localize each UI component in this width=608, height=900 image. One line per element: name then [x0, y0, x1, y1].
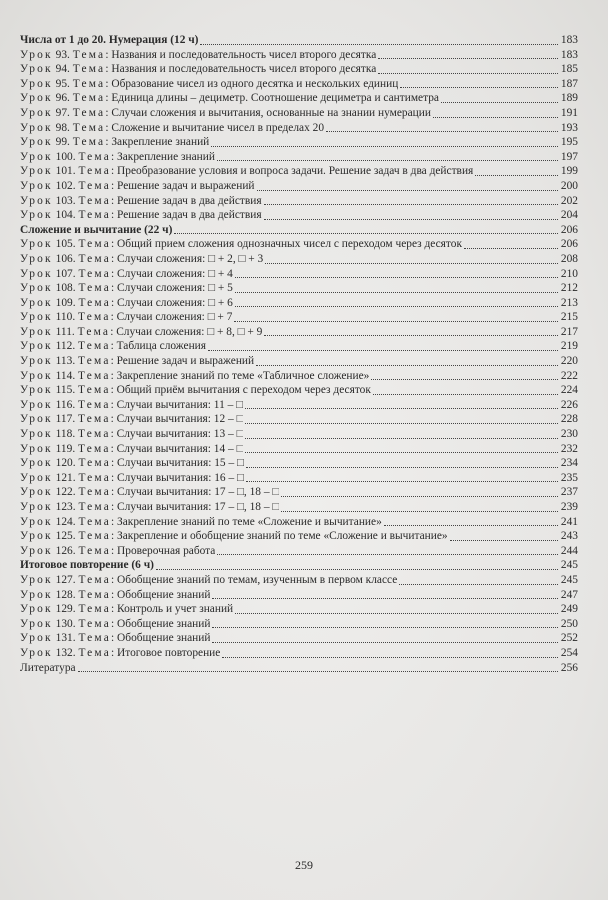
lesson-topic: Решение задач в два действия [117, 209, 262, 222]
dot-leader [235, 292, 558, 293]
toc-page-number: 212 [560, 282, 578, 295]
lesson-word: Урок [20, 267, 53, 280]
lesson-word: Урок [20, 471, 53, 484]
lesson-number: 126 [55, 544, 73, 557]
lesson-number: 128 [55, 588, 73, 601]
toc-lesson-entry: Урок 126. Тема: Проверочная работа 244 [20, 544, 578, 557]
lesson-number: 106 [55, 252, 73, 265]
toc-page-number: 226 [560, 398, 578, 411]
dot-leader [264, 219, 558, 220]
lesson-word: Урок [20, 501, 53, 513]
toc-lesson-entry: Урок 115. Тема: Общий приём вычитания с переходом через десяток 224 [20, 384, 578, 397]
lesson-topic: Случаи вычитания: 13 – □ [116, 428, 244, 441]
dot-leader [245, 423, 558, 424]
lesson-word: Урок [20, 77, 53, 90]
dot-leader [373, 394, 558, 395]
toc-lesson-entry: Урок 119. Тема: Случаи вычитания: 14 – □ 232 [20, 442, 578, 455]
lesson-topic: Проверочная работа [117, 544, 216, 557]
lesson-number: 130 [55, 617, 73, 630]
lesson-topic: Случаи сложения: □ + 4 [117, 267, 233, 280]
lesson-word: Урок [20, 194, 53, 207]
lesson-topic: Единица длины – дециметр. Соотношение дециметра и сантиметра [111, 92, 439, 105]
lesson-word: Урок [20, 63, 53, 76]
topic-word: Тема [78, 340, 111, 353]
lesson-topic: Закрепление знаний по теме «Табличное сложение» [116, 369, 370, 382]
lesson-number: 98 [55, 121, 68, 134]
topic-word: Тема [72, 106, 106, 119]
toc-lesson-entry: Урок 99. Тема: Закрепление знаний 195 [20, 136, 578, 149]
dot-leader [217, 160, 558, 161]
dot-leader [450, 540, 558, 541]
lesson-word: Урок [20, 121, 53, 134]
toc-lesson-entry: Урок 95. Тема: Образование чисел из одного десятка и нескольких единиц 187 [20, 77, 578, 90]
lesson-topic: Таблица сложения [116, 340, 207, 353]
dot-leader [399, 584, 558, 585]
toc-page-number: 206 [560, 238, 578, 251]
dot-leader [174, 233, 558, 234]
topic-word: Тема [72, 48, 106, 61]
toc-lesson-entry: Урок 98. Тема: Сложение и вычитание чисел в пределах 20 193 [20, 121, 578, 134]
toc-lesson-entry: Урок 132. Тема: Итоговое повторение 254 [20, 646, 578, 659]
lesson-word: Урок [20, 588, 53, 601]
dot-leader [156, 569, 558, 570]
dot-leader [200, 44, 558, 45]
toc-page-number: 208 [560, 252, 578, 265]
toc-page-number: 252 [560, 632, 578, 645]
lesson-topic: Закрепление знаний по теме «Сложение и вычитание» [117, 515, 382, 528]
toc-lesson-entry: Урок 96. Тема: Единица длины – дециметр. Соотношение дециметра и сантиметра 189 [20, 92, 578, 105]
toc-page-number: 224 [560, 384, 578, 397]
lesson-word: Урок [20, 530, 53, 543]
dot-leader [211, 146, 558, 147]
lesson-topic: Обобщение знаний [117, 588, 211, 601]
toc-lesson-entry: Урок 109. Тема: Случаи сложения: □ + 6 213 [20, 296, 578, 309]
lesson-number: 118 [55, 428, 73, 441]
lesson-number: 110 [55, 311, 73, 324]
topic-word: Тема [78, 413, 111, 426]
dot-leader [400, 87, 558, 88]
toc-lesson-entry: Урок 105. Тема: Общий прием сложения однозначных чисел с переходом через десяток 206 [20, 238, 578, 251]
topic-word: Тема [72, 77, 106, 90]
topic-word: Тема [78, 573, 112, 586]
topic-word: Тема [78, 252, 112, 265]
dot-leader [378, 73, 558, 74]
dot-leader [217, 554, 558, 555]
toc-lesson-entry: Урок 127. Тема: Обобщение знаний по темам, изученным в первом классе 245 [20, 573, 578, 586]
toc-page-number: 202 [560, 194, 578, 207]
toc-lesson-entry: Урок 116. Тема: Случаи вычитания: 11 – □ 226 [20, 398, 578, 411]
toc-lesson-entry: Урок 128. Тема: Обобщение знаний 247 [20, 588, 578, 601]
lesson-topic: Случаи сложения: □ + 7 [116, 311, 233, 324]
toc-page-number: 222 [560, 369, 578, 382]
lesson-word: Урок [20, 398, 53, 411]
lesson-topic: Закрепление и обобщение знаний по теме «Сложение и вычитание» [117, 530, 448, 543]
toc-lesson-entry: Урок 107. Тема: Случаи сложения: □ + 4 210 [20, 267, 578, 280]
lesson-topic: Случаи вычитания: 17 – □, 18 – □ [117, 501, 280, 513]
lesson-topic: Случаи вычитания: 11 – □ [116, 398, 244, 411]
toc-section-heading: Сложение и вычитание (22 ч) 206 [20, 223, 578, 236]
toc-lesson-entry: Урок 104. Тема: Решение задач в два действия 204 [20, 209, 578, 222]
toc-page-number: 234 [560, 457, 578, 470]
toc-page-number: 215 [560, 311, 578, 324]
topic-word: Тема [72, 63, 106, 76]
lesson-number: 103 [55, 194, 73, 207]
lesson-word: Урок [20, 632, 53, 645]
dot-leader [235, 277, 558, 278]
topic-word: Тема [78, 398, 111, 411]
toc-page-number: 239 [560, 501, 578, 513]
topic-word: Тема [72, 92, 106, 105]
lesson-topic: Контроль и учет знаний [117, 603, 234, 616]
toc-lesson-entry: Урок 118. Тема: Случаи вычитания: 13 – □ 230 [20, 428, 578, 441]
dot-leader [208, 350, 558, 351]
toc-page-number: 217 [560, 325, 578, 338]
lesson-number: 95 [55, 77, 68, 90]
lesson-word: Урок [20, 179, 53, 192]
toc-page-number: 197 [560, 150, 578, 163]
lesson-topic: Названия и последовательность чисел второго десятка [111, 63, 377, 76]
toc-lesson-entry: Урок 111. Тема: Случаи сложения: □ + 8, □ + 9 217 [20, 325, 578, 338]
lesson-topic: Сложение и вычитание чисел в пределах 20 [111, 121, 325, 134]
lesson-number: 127 [55, 573, 73, 586]
lesson-topic: Образование чисел из одного десятка и нескольких единиц [111, 77, 399, 90]
toc-lesson-entry: Урок 100. Тема: Закрепление знаний 197 [20, 150, 578, 163]
lesson-word: Урок [20, 573, 53, 586]
dot-leader [441, 102, 558, 103]
toc-lesson-entry: Урок 106. Тема: Случаи сложения: □ + 2, □ + 3 208 [20, 252, 578, 265]
toc-lesson-entry: Урок 120. Тема: Случаи вычитания: 15 – □ 234 [20, 457, 578, 470]
lesson-word: Урок [20, 325, 53, 338]
topic-word: Тема [78, 209, 112, 222]
lesson-word: Урок [20, 413, 53, 426]
lesson-topic: Случаи сложения: □ + 5 [117, 282, 233, 295]
toc-bibliography-entry: Литература 256 [20, 661, 578, 674]
topic-word: Тема [78, 311, 111, 324]
lesson-topic: Случаи вычитания: 15 – □ [117, 457, 244, 470]
toc-lesson-entry: Урок 122. Тема: Случаи вычитания: 17 – □, 18 – □ 237 [20, 486, 578, 499]
topic-word: Тема [78, 296, 112, 309]
toc-page-number: 187 [560, 77, 578, 90]
lesson-number: 131 [55, 632, 73, 645]
lesson-number: 102 [55, 179, 73, 192]
lesson-word: Урок [20, 428, 53, 441]
toc-page-number: 183 [560, 48, 578, 61]
dot-leader [212, 627, 558, 628]
toc-lesson-entry: Урок 94. Тема: Названия и последовательность чисел второго десятка 185 [20, 63, 578, 76]
topic-word: Тема [78, 194, 112, 207]
lesson-number: 125 [55, 530, 73, 543]
lesson-word: Урок [20, 355, 53, 368]
lesson-word: Урок [20, 369, 53, 382]
dot-leader [246, 467, 558, 468]
topic-word: Тема [78, 486, 112, 499]
lesson-word: Урок [20, 106, 53, 119]
topic-word: Тема [78, 282, 112, 295]
lesson-topic: Решение задач и выражений [117, 179, 255, 192]
dot-leader [246, 481, 558, 482]
topic-word: Тема [78, 530, 112, 543]
page-number: 259 [295, 858, 313, 872]
toc-page-number: 210 [560, 267, 578, 280]
dot-leader [384, 525, 558, 526]
lesson-word: Урок [20, 252, 53, 265]
dot-leader [245, 452, 558, 453]
lesson-topic: Случаи вычитания: 14 – □ [116, 442, 244, 455]
toc-page-number: 185 [560, 63, 578, 76]
toc-page-number: 243 [560, 530, 578, 543]
toc-lesson-entry: Урок 97. Тема: Случаи сложения и вычитания, основанные на знании нумерации 191 [20, 106, 578, 119]
lesson-word: Урок [20, 457, 53, 470]
toc-lesson-entry: Урок 103. Тема: Решение задач в два действия 202 [20, 194, 578, 207]
lesson-number: 123 [55, 501, 73, 513]
lesson-word: Урок [20, 603, 53, 616]
lesson-number: 114 [55, 369, 73, 382]
toc-page-number: 237 [560, 486, 578, 499]
lesson-number: 116 [55, 398, 73, 411]
topic-word: Тема [78, 369, 111, 382]
dot-leader [256, 365, 558, 366]
toc-section-heading: Числа от 1 до 20. Нумерация (12 ч) 183 [20, 34, 578, 46]
toc-page-number: 230 [560, 428, 578, 441]
lesson-topic: Случаи сложения: □ + 2, □ + 3 [117, 252, 264, 265]
topic-word: Тема [78, 471, 112, 484]
lesson-word: Урок [20, 296, 53, 309]
topic-word: Тема [78, 150, 112, 163]
toc-lesson-entry: Урок 110. Тема: Случаи сложения: □ + 7 215 [20, 311, 578, 324]
topic-word: Тема [78, 501, 112, 513]
dot-leader [212, 598, 558, 599]
lesson-number: 109 [55, 296, 73, 309]
toc-page-number: 204 [560, 209, 578, 222]
dot-leader [281, 511, 558, 512]
dot-leader [378, 58, 558, 59]
lesson-topic: Случаи вычитания: 17 – □, 18 – □ [117, 486, 280, 499]
lesson-word: Урок [20, 442, 53, 455]
lesson-number: 108 [55, 282, 73, 295]
dot-leader [235, 613, 558, 614]
dot-leader [78, 671, 558, 672]
lesson-topic: Общий прием сложения однозначных чисел с переходом через десяток [117, 238, 462, 251]
topic-word: Тема [72, 136, 106, 149]
toc-page-number: 199 [560, 165, 578, 178]
topic-word: Тема [78, 165, 112, 178]
dot-leader [235, 306, 558, 307]
lesson-number: 121 [55, 471, 73, 484]
lesson-topic: Закрепление знаний [117, 150, 215, 163]
lesson-word: Урок [20, 646, 53, 659]
toc-lesson-entry: Урок 131. Тема: Обобщение знаний 252 [20, 632, 578, 645]
topic-word: Тема [78, 588, 112, 601]
lesson-word: Урок [20, 384, 53, 397]
lesson-topic: Закрепление знаний [111, 136, 210, 149]
topic-word: Тема [78, 355, 111, 368]
lesson-word: Урок [20, 136, 53, 149]
dot-leader [475, 175, 558, 176]
lesson-topic: Решение задач в два действия [117, 194, 262, 207]
lesson-word: Урок [20, 165, 53, 178]
lesson-number: 97 [55, 106, 68, 119]
lesson-number: 111 [55, 325, 72, 338]
toc-lesson-entry: Урок 108. Тема: Случаи сложения: □ + 5 212 [20, 282, 578, 295]
topic-word: Тема [78, 179, 112, 192]
toc-lesson-entry: Урок 121. Тема: Случаи вычитания: 16 – □ 235 [20, 471, 578, 484]
lesson-topic: Обобщение знаний по темам, изученным в первом классе [117, 573, 398, 586]
topic-word: Тема [78, 632, 112, 645]
toc-page-number: 232 [560, 442, 578, 455]
lesson-number: 119 [55, 442, 73, 455]
lesson-number: 105 [55, 238, 73, 251]
lesson-word: Урок [20, 486, 53, 499]
topic-word: Тема [78, 603, 112, 616]
lesson-topic: Случаи сложения: □ + 8, □ + 9 [116, 325, 263, 338]
toc-lesson-entry: Урок 93. Тема: Названия и последовательность чисел второго десятка 183 [20, 48, 578, 61]
toc-lesson-entry: Урок 102. Тема: Решение задач и выражений 200 [20, 179, 578, 192]
toc-page-number: 245 [560, 559, 578, 572]
lesson-topic: Названия и последовательность чисел второго десятка [111, 48, 377, 61]
lesson-number: 120 [55, 457, 73, 470]
toc-page-number: 206 [560, 223, 578, 236]
dot-leader [281, 496, 558, 497]
topic-word: Тема [78, 428, 111, 441]
dot-leader [265, 263, 558, 264]
toc-lesson-entry: Урок 123. Тема: Случаи вычитания: 17 – □, 18 – □ 239 [20, 501, 578, 513]
topic-word: Тема [78, 457, 112, 470]
lesson-word: Урок [20, 150, 53, 163]
dot-leader [326, 131, 558, 132]
topic-word: Тема [78, 544, 112, 557]
lesson-word: Урок [20, 48, 53, 61]
toc-lesson-entry: Урок 124. Тема: Закрепление знаний по теме «Сложение и вычитание» 241 [20, 515, 578, 528]
lesson-topic: Обобщение знаний [117, 617, 211, 630]
toc-lesson-entry: Урок 125. Тема: Закрепление и обобщение знаний по теме «Сложение и вычитание» 243 [20, 530, 578, 543]
topic-word: Тема [78, 442, 111, 455]
toc-page-number: 200 [560, 179, 578, 192]
lesson-topic: Случаи вычитания: 16 – □ [117, 471, 244, 484]
lesson-number: 112 [55, 340, 73, 353]
dot-leader [245, 408, 558, 409]
lesson-number: 104 [55, 209, 73, 222]
lesson-number: 115 [55, 384, 73, 397]
toc-page-number: 256 [560, 661, 578, 674]
toc-page-number: 241 [560, 515, 578, 528]
lesson-word: Урок [20, 209, 53, 222]
lesson-topic: Преобразование условия и вопроса задачи. Решение задач в два действия [117, 165, 474, 178]
toc-page-number: 254 [560, 646, 578, 659]
lesson-topic: Решение задач и выражений [116, 355, 255, 368]
lesson-word: Урок [20, 340, 53, 353]
toc-page-number: 213 [560, 296, 578, 309]
toc-page-number: 250 [560, 617, 578, 630]
lesson-word: Урок [20, 92, 53, 105]
lesson-number: 124 [55, 515, 73, 528]
lesson-topic: Общий приём вычитания с переходом через десяток [116, 384, 371, 397]
dot-leader [433, 117, 558, 118]
topic-word: Тема [78, 646, 112, 659]
lesson-word: Урок [20, 238, 53, 251]
topic-word: Тема [78, 238, 112, 251]
lesson-word: Урок [20, 311, 53, 324]
lesson-number: 99 [55, 136, 68, 149]
lesson-number: 122 [55, 486, 73, 499]
lesson-word: Урок [20, 515, 53, 528]
toc-lesson-entry: Урок 129. Тема: Контроль и учет знаний 249 [20, 603, 578, 616]
dot-leader [212, 642, 558, 643]
table-of-contents [20, 33, 578, 675]
toc-page-number: 247 [560, 588, 578, 601]
toc-page-number: 245 [560, 573, 578, 586]
topic-word: Тема [78, 384, 111, 397]
toc-lesson-entry: Урок 114. Тема: Закрепление знаний по теме «Табличное сложение» 222 [20, 369, 578, 382]
topic-word: Тема [72, 121, 106, 134]
toc-page-number: 244 [560, 544, 578, 557]
dot-leader [464, 248, 558, 249]
toc-lesson-entry: Урок 112. Тема: Таблица сложения 219 [20, 340, 578, 353]
toc-page-number: 235 [560, 471, 578, 484]
toc-page-number: 191 [560, 106, 578, 119]
lesson-number: 117 [55, 413, 73, 426]
toc-lesson-entry: Урок 101. Тема: Преобразование условия и вопроса задачи. Решение задач в два действия 199 [20, 165, 578, 178]
topic-word: Тема [77, 325, 111, 338]
dot-leader [245, 438, 558, 439]
dot-leader [222, 657, 558, 658]
toc-lesson-entry: Урок 113. Тема: Решение задач и выражений 220 [20, 355, 578, 368]
dot-leader [264, 204, 558, 205]
lesson-topic: Обобщение знаний [117, 632, 211, 645]
lesson-number: 96 [55, 92, 68, 105]
toc-page-number: 219 [560, 340, 578, 353]
toc-lesson-entry: Урок 130. Тема: Обобщение знаний 250 [20, 617, 578, 630]
lesson-word: Урок [20, 282, 53, 295]
toc-page-number: 189 [560, 92, 578, 105]
toc-lesson-entry: Урок 117. Тема: Случаи вычитания: 12 – □ 228 [20, 413, 578, 426]
lesson-topic: Итоговое повторение [117, 646, 221, 659]
toc-section-heading: Итоговое повторение (6 ч) 245 [20, 559, 578, 572]
lesson-number: 93 [55, 48, 68, 61]
toc-page-number: 193 [560, 121, 578, 134]
lesson-topic: Случаи сложения и вычитания, основанные на знании нумерации [111, 106, 431, 119]
topic-word: Тема [78, 617, 112, 630]
topic-word: Тема [78, 267, 112, 280]
toc-page-number: 228 [560, 413, 578, 426]
lesson-topic: Случаи вычитания: 12 – □ [116, 413, 244, 426]
lesson-number: 101 [55, 165, 73, 178]
lesson-number: 113 [55, 355, 73, 368]
dot-leader [264, 335, 558, 336]
lesson-number: 107 [55, 267, 73, 280]
topic-word: Тема [78, 515, 112, 528]
lesson-word: Урок [20, 544, 53, 557]
toc-page-number: 220 [560, 355, 578, 368]
toc-page-number: 195 [560, 136, 578, 149]
dot-leader [257, 190, 558, 191]
toc-page-number: 249 [560, 603, 578, 616]
lesson-number: 132 [55, 646, 73, 659]
dot-leader [234, 321, 558, 322]
lesson-word: Урок [20, 617, 53, 630]
toc-page-number: 183 [560, 34, 578, 46]
lesson-number: 100 [55, 150, 73, 163]
lesson-number: 94 [55, 63, 68, 76]
lesson-topic: Случаи сложения: □ + 6 [117, 296, 233, 309]
dot-leader [371, 379, 558, 380]
lesson-number: 129 [55, 603, 73, 616]
